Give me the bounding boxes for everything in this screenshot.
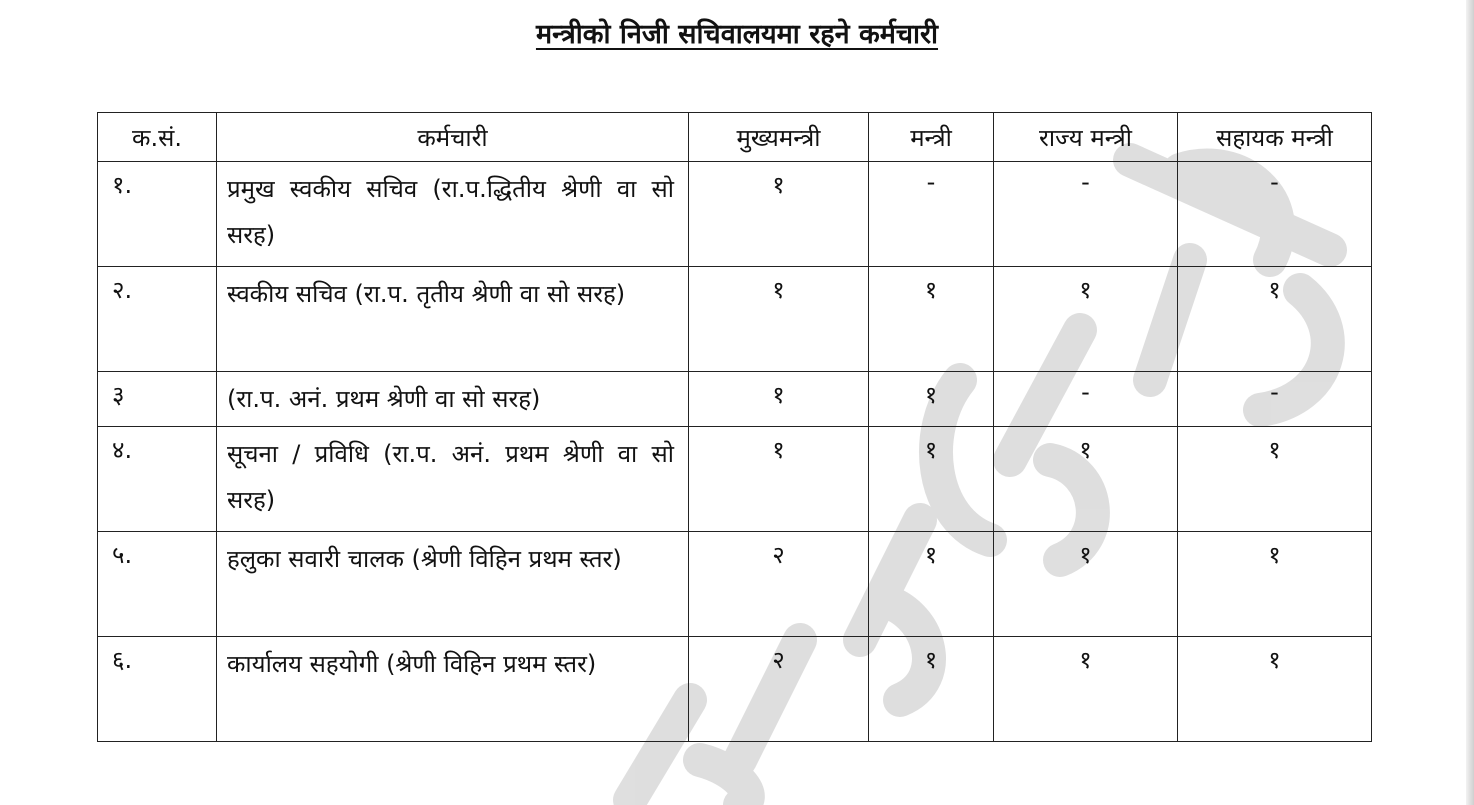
serial-number-cell: ६. <box>98 637 217 742</box>
table-row <box>98 267 1372 372</box>
table-row <box>98 637 1372 742</box>
page-edge-shadow <box>1466 0 1474 805</box>
staff-cell: सूचना / प्रविधि (रा.प. अनं. प्रथम श्रेणी वा सो सरह) <box>217 427 689 532</box>
assistant-minister-cell: १ <box>1178 427 1372 532</box>
table-row <box>98 532 1372 637</box>
table-header-row <box>98 113 1372 162</box>
minister-cell: १ <box>869 427 994 532</box>
chief-minister-cell: १ <box>689 162 869 267</box>
staff-cell: (रा.प. अनं. प्रथम श्रेणी वा सो सरह) <box>217 372 689 427</box>
serial-number-cell: ४. <box>98 427 217 532</box>
assistant-minister-cell: - <box>1178 372 1372 427</box>
minister-cell: १ <box>869 372 994 427</box>
serial-number-cell: ३ <box>98 372 217 427</box>
header-staff: कर्मचारी <box>217 113 689 162</box>
table-row <box>98 427 1372 532</box>
assistant-minister-cell: १ <box>1178 267 1372 372</box>
state-minister-cell: १ <box>994 532 1178 637</box>
minister-cell: १ <box>869 267 994 372</box>
staff-cell: कार्यालय सहयोगी (श्रेणी विहिन प्रथम स्तर) <box>217 637 689 742</box>
chief-minister-cell: २ <box>689 532 869 637</box>
serial-number-cell: १. <box>98 162 217 267</box>
staff-table <box>97 112 1372 742</box>
minister-cell: - <box>869 162 994 267</box>
state-minister-cell: - <box>994 162 1178 267</box>
chief-minister-cell: १ <box>689 427 869 532</box>
page-title: मन्त्रीको निजी सचिवालयमा रहने कर्मचारी <box>535 19 939 50</box>
cropped-previous-line <box>580 0 910 6</box>
chief-minister-cell: १ <box>689 372 869 427</box>
header-minister: मन्त्री <box>869 113 994 162</box>
serial-number-cell: ५. <box>98 532 217 637</box>
state-minister-cell: १ <box>994 637 1178 742</box>
staff-cell: स्वकीय सचिव (रा.प. तृतीय श्रेणी वा सो सरह) <box>217 267 689 372</box>
header-serial-number: क.सं. <box>98 113 217 162</box>
serial-number-cell: २. <box>98 267 217 372</box>
header-state-minister: राज्य मन्त्री <box>994 113 1178 162</box>
state-minister-cell: १ <box>994 267 1178 372</box>
state-minister-cell: १ <box>994 427 1178 532</box>
assistant-minister-cell: - <box>1178 162 1372 267</box>
staff-cell: हलुका सवारी चालक (श्रेणी विहिन प्रथम स्तर) <box>217 532 689 637</box>
state-minister-cell: - <box>994 372 1178 427</box>
table-row <box>98 162 1372 267</box>
minister-cell: १ <box>869 637 994 742</box>
assistant-minister-cell: १ <box>1178 637 1372 742</box>
staff-cell: प्रमुख स्वकीय सचिव (रा.प.द्धितीय श्रेणी वा सो सरह) <box>217 162 689 267</box>
minister-cell: १ <box>869 532 994 637</box>
header-chief-minister: मुख्यमन्त्री <box>689 113 869 162</box>
assistant-minister-cell: १ <box>1178 532 1372 637</box>
chief-minister-cell: १ <box>689 267 869 372</box>
chief-minister-cell: २ <box>689 637 869 742</box>
header-assistant-minister: सहायक मन्त्री <box>1178 113 1372 162</box>
table-row <box>98 372 1372 427</box>
